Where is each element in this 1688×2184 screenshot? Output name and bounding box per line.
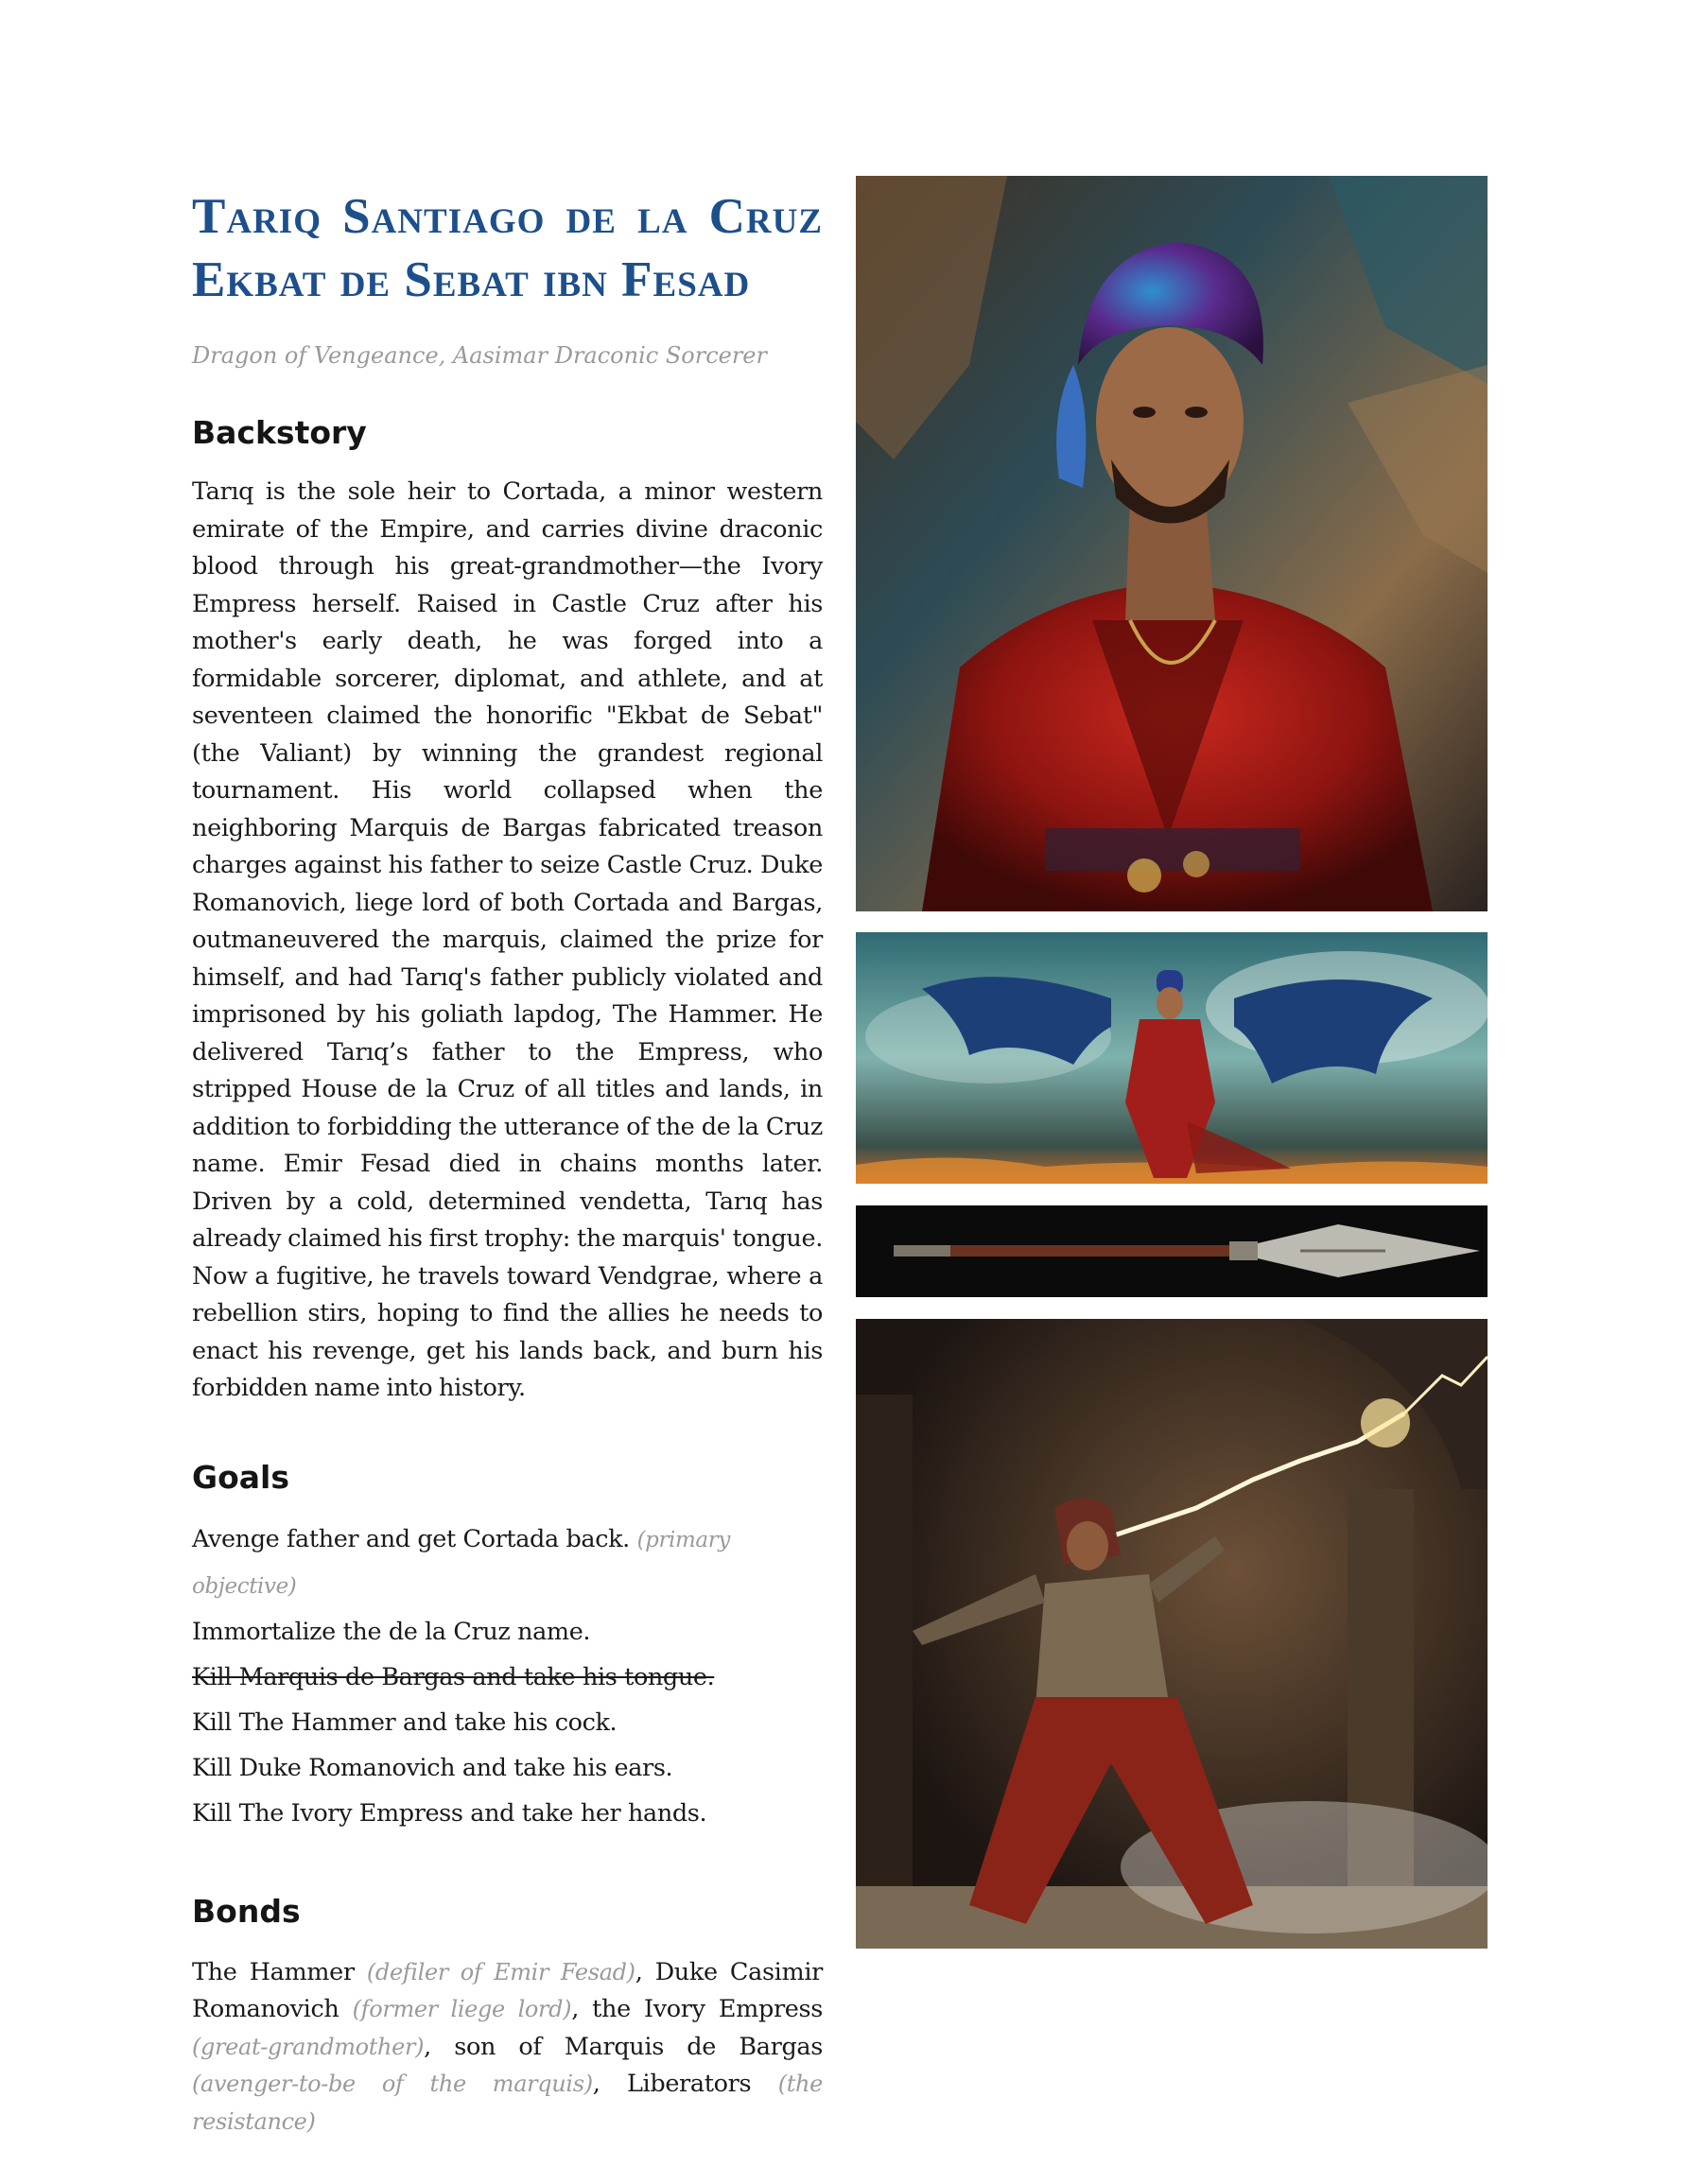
character-name-line-2: Ekbat de Sebat ibn Fesad	[192, 252, 751, 307]
bond-separator: ,	[571, 1995, 593, 2023]
goal-text: Avenge father and get Cortada back.	[192, 1524, 630, 1553]
bond-note: (the resistance)	[192, 2071, 823, 2135]
bond-name: the Ivory Empress	[592, 1995, 823, 2023]
bond-name: son of Marquis de Bargas	[454, 2032, 824, 2061]
spear-illustration	[856, 1205, 1488, 1297]
goal-text: Kill The Ivory Empress and take her hands.	[192, 1798, 707, 1828]
goal-item	[192, 1609, 823, 1655]
character-subtitle: Dragon of Vengeance, Aasimar Draconic Sorcerer	[192, 342, 767, 369]
goal-item	[192, 1517, 823, 1609]
backstory-heading: Backstory	[192, 414, 367, 451]
goal-text: Kill Marquis de Bargas and take his tongue.	[192, 1662, 715, 1691]
bond-note: (avenger-to-be of the marquis)	[192, 2071, 593, 2097]
bond-note: (former liege lord)	[352, 1996, 572, 2022]
goal-item-completed	[192, 1655, 823, 1700]
bond-note: (defiler of Emir Fesad)	[366, 1958, 635, 1985]
goals-list	[192, 1517, 823, 1836]
goal-text: Kill Duke Romanovich and take his ears.	[192, 1753, 673, 1782]
goals-heading: Goals	[192, 1458, 289, 1496]
bond-name: Liberators	[626, 2070, 752, 2098]
bond-name: Duke Casimir Romanovich	[192, 1957, 823, 2023]
goal-text: Kill The Hammer and take his cock.	[192, 1707, 618, 1737]
bond-note: (great-grandmother)	[192, 2033, 425, 2060]
character-name-line-1: Tariq Santiago de la Cruz	[192, 189, 823, 244]
lightning-caster-illustration	[856, 1319, 1488, 1949]
winged-figure-illustration	[856, 932, 1488, 1184]
goal-item	[192, 1745, 823, 1791]
goal-text: Immortalize the de la Cruz name.	[192, 1617, 591, 1646]
bond-separator: ,	[424, 2032, 455, 2061]
character-name	[192, 185, 823, 312]
portrait-illustration	[856, 176, 1488, 911]
bonds-heading: Bonds	[192, 1892, 301, 1930]
bond-name: The Hammer	[192, 1957, 355, 1986]
goal-note: (primary objective)	[192, 1527, 730, 1599]
content-column	[192, 185, 823, 2141]
goal-item	[192, 1700, 823, 1745]
bonds-text	[192, 1954, 823, 2141]
bond-separator: ,	[592, 2070, 627, 2098]
backstory-text: Tarıq is the sole heir to Cortada, a minor western emirate of the Empire, and carries divine draconic blood through his great-grandmother—the Ivory Empress herself. Raised in Castle Cruz after his mother's early death, he was forged into a formidable sorcerer, diplomat, and athlete, and at seventeen claimed the honorific "Ekbat de Sebat" (the Valiant) by winning the grandest regional tournament. His world collapsed when the neighboring Marquis de Bargas fabricated treason charges against his father to seize Castle Cruz. Duke Romanovich, liege lord of both Cortada and Bargas, outmaneuvered the marquis, claimed the prize for himself, and had Tarıq's father publicly violated and imprisoned by his goliath lapdog, The Hammer. He delivered Tarıq’s father to the Empress, who stripped House de la Cruz of all titles and lands, in addition to forbidding the utterance of the de la Cruz name. Emir Fesad died in chains months later. Driven by a cold, determined vendetta, Tarıq has already claimed his first trophy: the marquis' tongue. Now a fugitive, he travels toward Vendgrae, where a rebellion stirs, hoping to find the allies he needs to enact his revenge, get his lands back, and burn his forbidden name into history.	[192, 477, 823, 1402]
goal-item	[192, 1791, 823, 1836]
bond-separator: ,	[635, 1957, 655, 1986]
